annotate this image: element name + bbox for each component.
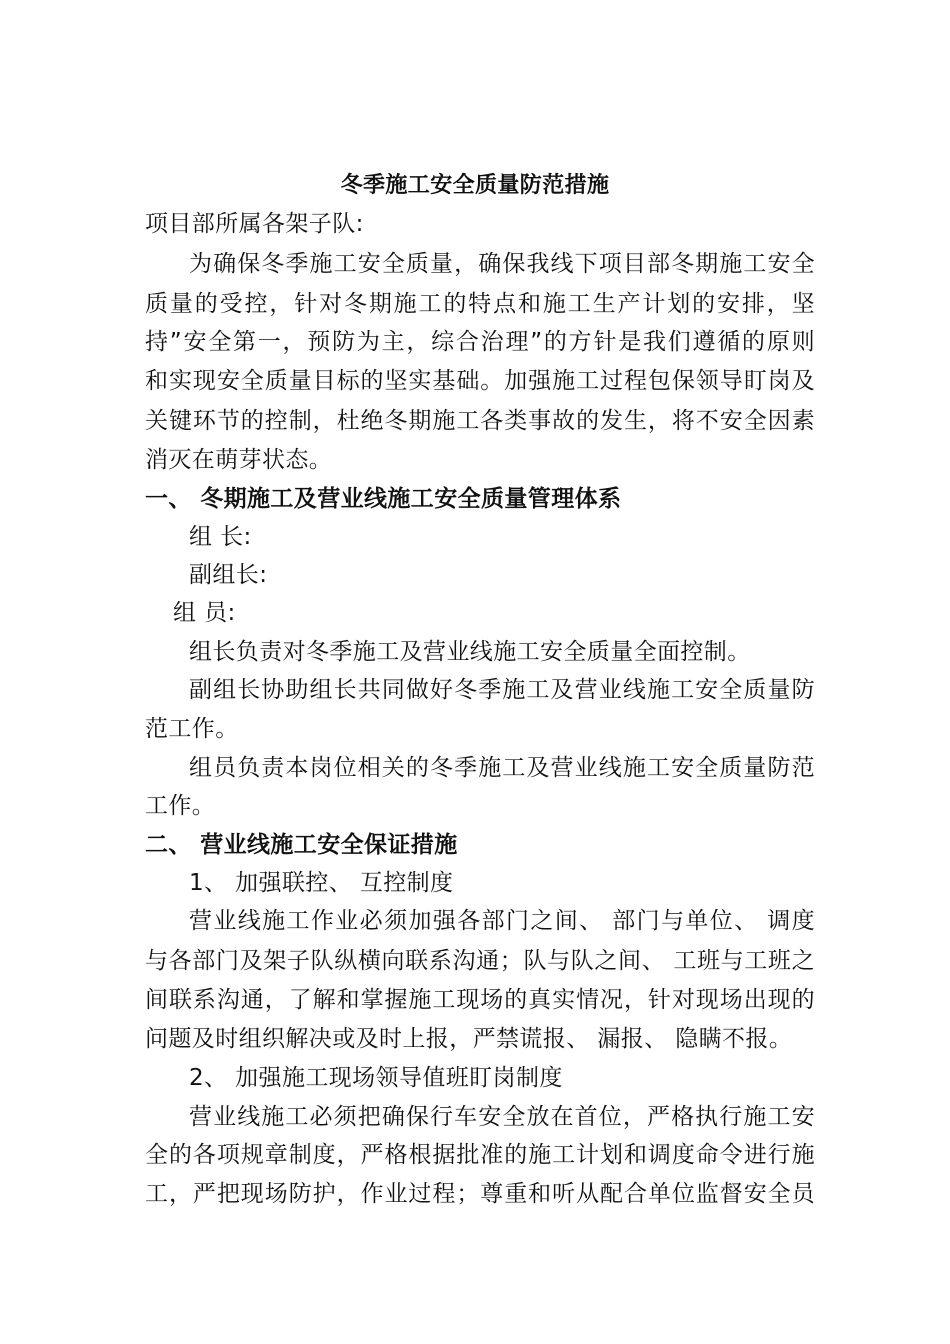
duty-paragraph: 组员负责本岗位相关的冬季施工及营业线施工安全质量防范 (189, 755, 815, 781)
intro-line: 关键环节的控制，杜绝冬期施工各类事故的发生，将不安全因素 (145, 408, 815, 434)
intro-line: 持”安全第一，预防为主，综合治理”的方针是我们遵循的原则 (145, 329, 815, 355)
duty-paragraph: 工作。 (145, 793, 216, 819)
document-title: 冬季施工安全质量防范措施 (340, 173, 610, 198)
body-paragraph: 间联系沟通，了解和掌握施工现场的真实情况，针对现场出现的 (145, 987, 815, 1013)
item-title: 1、 加强联控、 互控制度 (189, 870, 454, 896)
section-heading: 一、 冬期施工及营业线施工安全质量管理体系 (145, 486, 622, 512)
duty-paragraph: 副组长协助组长共同做好冬季施工及营业线施工安全质量防 (189, 677, 815, 703)
body-paragraph: 全的各项规章制度，严格根据批准的施工计划和调度命令进行施 (145, 1142, 815, 1168)
body-paragraph: 工，严把现场防护，作业过程；尊重和听从配合单位监督安全员 (145, 1181, 815, 1207)
intro-line: 和实现安全质量目标的坚实基础。加强施工过程包保领导盯岗及 (145, 368, 815, 394)
body-paragraph: 营业线施工必须把确保行车安全放在首位，严格执行施工安 (189, 1104, 815, 1130)
member-label: 组 员: (173, 600, 236, 626)
duty-paragraph: 范工作。 (145, 716, 239, 742)
body-paragraph: 营业线施工作业必须加强各部门之间、 部门与单位、 调度 (189, 908, 815, 934)
intro-line: 为确保冬季施工安全质量，确保我线下项目部冬期施工安全 (189, 251, 815, 277)
item-title: 2、 加强施工现场领导值班盯岗制度 (189, 1065, 563, 1091)
body-paragraph: 问题及时组织解决或及时上报，严禁谎报、 漏报、 隐瞒不报。 (145, 1026, 793, 1052)
body-paragraph: 与各部门及架子队纵横向联系沟通；队与队之间、 工班与工班之 (145, 948, 815, 974)
deputy-label: 副组长: (189, 562, 268, 588)
duty-paragraph: 组长负责对冬季施工及营业线施工安全质量全面控制。 (189, 639, 751, 665)
section-heading: 二、 营业线施工安全保证措施 (145, 832, 458, 858)
salutation: 项目部所属各架子队: (145, 211, 364, 237)
leader-label: 组 长: (189, 524, 252, 550)
intro-line: 消灭在萌芽状态。 (145, 447, 333, 473)
intro-line: 质量的受控，针对冬期施工的特点和施工生产计划的安排，坚 (145, 291, 815, 317)
